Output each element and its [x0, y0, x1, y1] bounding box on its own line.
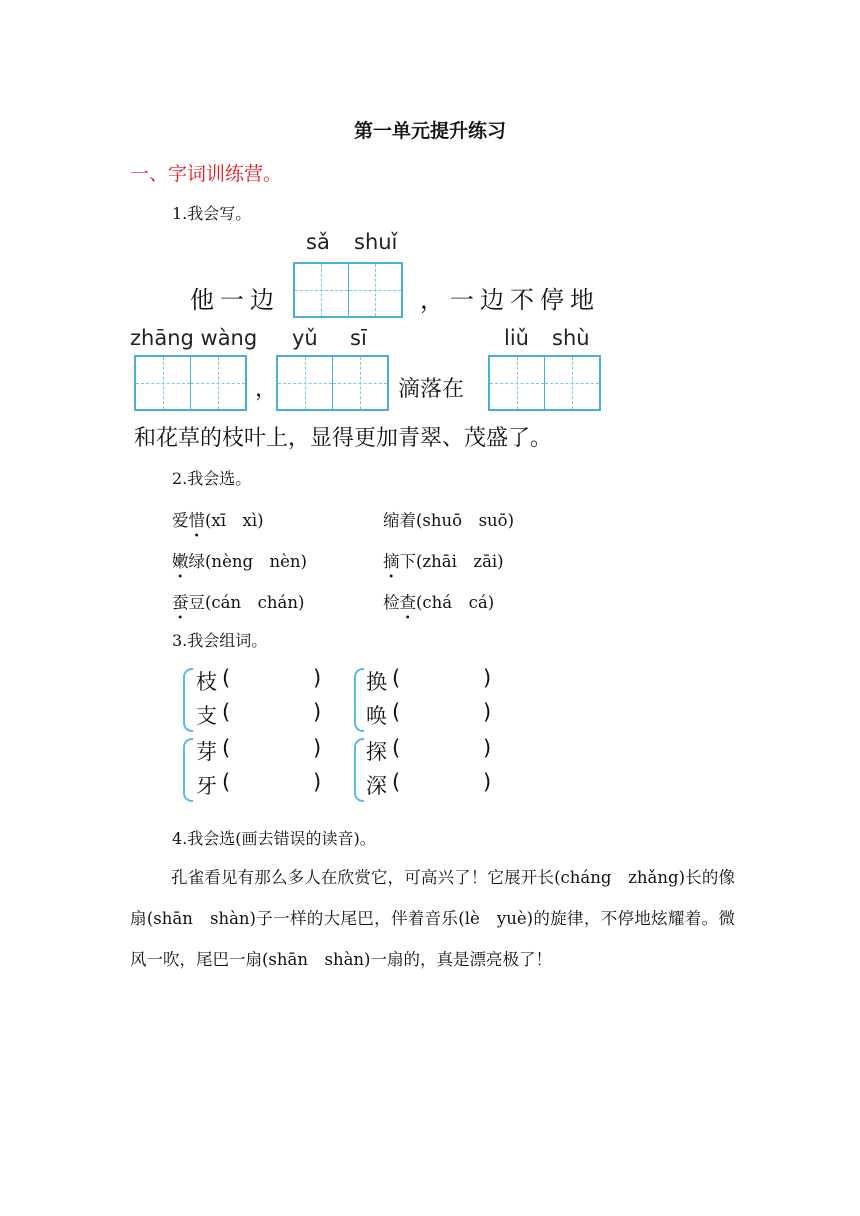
pinyin-liu: liǔ	[504, 326, 529, 350]
choice-options[interactable]: (chá cá)	[416, 593, 495, 612]
pinyin-zhangwang: zhāng wàng	[130, 326, 258, 350]
sentence-part-after: ，一边不停地	[420, 286, 600, 314]
word-char: 枝	[196, 670, 217, 694]
sentence-end: 和花草的枝叶上，显得更加青翠、茂盛了。	[134, 426, 553, 451]
writing-grid-yusi[interactable]	[276, 355, 389, 411]
writing-grid-liushu[interactable]	[488, 355, 601, 411]
grid-cell[interactable]	[333, 357, 387, 409]
close-paren: )	[313, 700, 322, 724]
open-paren: (	[392, 666, 401, 690]
page-title: 第一单元提升练习	[353, 120, 506, 142]
question-1-label: 1.我会写。	[172, 204, 252, 223]
choice-item: 蚕豆(cán chán)	[172, 593, 305, 612]
brace-icon	[354, 738, 364, 802]
grid-cell[interactable]	[349, 264, 402, 316]
word-char: 唤	[366, 704, 387, 728]
pinyin-shu: shù	[552, 326, 590, 350]
close-paren: )	[313, 770, 322, 794]
pinyin-shui: shuǐ	[354, 230, 398, 254]
grid-cell[interactable]	[295, 264, 349, 316]
open-paren: (	[222, 666, 231, 690]
word-char: 牙	[196, 774, 217, 798]
word-char: 芽	[196, 740, 217, 764]
writing-grid-zhangwang[interactable]	[134, 355, 247, 411]
passage-text: 孔雀看见有那么多人在欣赏它，可高兴了！它展开长(cháng zhǎng)长的像扇(shān shàn)子一样的大尾巴，伴着音乐(lè yuè)的旋律，不停地炫耀着。微风一吹，尾巴一扇(shān shàn)一扇的，真是漂亮极了！	[130, 868, 735, 969]
open-paren: (	[392, 736, 401, 760]
word-char: 深	[366, 774, 387, 798]
word-char: 支	[196, 704, 217, 728]
word-char: 换	[366, 670, 387, 694]
writing-grid-sashui[interactable]	[293, 262, 403, 318]
pinyin-yu: yǔ	[292, 326, 318, 350]
open-paren: (	[222, 700, 231, 724]
grid-cell[interactable]	[490, 357, 545, 409]
question-4-label: 4.我会选(画去错误的读音)。	[172, 829, 376, 848]
section-heading: 一、字词训练营。	[130, 163, 283, 185]
sentence-middle: 滴落在	[398, 377, 465, 402]
brace-icon	[183, 738, 193, 802]
choice-item: 爱惜(xī xì)	[172, 511, 264, 530]
open-paren: (	[222, 736, 231, 760]
choice-options[interactable]: (shuō suō)	[416, 511, 515, 530]
grid-cell[interactable]	[278, 357, 333, 409]
choice-options[interactable]: (zhāi zāi)	[416, 552, 504, 571]
pinyin-sa: sǎ	[306, 230, 330, 254]
close-paren: )	[483, 736, 492, 760]
choice-item: 检查(chá cá)	[383, 593, 495, 612]
question-3-label: 3.我会组词。	[172, 631, 268, 650]
brace-icon	[183, 668, 193, 732]
open-paren: (	[392, 770, 401, 794]
pinyin-si: sī	[350, 326, 367, 350]
sentence-part-before: 他一边	[190, 286, 280, 314]
brace-icon	[354, 668, 364, 732]
question-2-label: 2.我会选。	[172, 469, 252, 488]
choice-options[interactable]: (xī xì)	[205, 511, 264, 530]
close-paren: )	[483, 666, 492, 690]
choice-options[interactable]: (nèng nèn)	[205, 552, 307, 571]
open-paren: (	[392, 700, 401, 724]
grid-cell[interactable]	[136, 357, 191, 409]
close-paren: )	[313, 736, 322, 760]
close-paren: )	[483, 770, 492, 794]
word-char: 探	[366, 740, 387, 764]
close-paren: )	[483, 700, 492, 724]
open-paren: (	[222, 770, 231, 794]
choice-options[interactable]: (cán chán)	[205, 593, 305, 612]
comma: ，	[255, 377, 278, 402]
choice-item: 嫩绿(nèng nèn)	[172, 552, 307, 571]
choice-item: 缩着(shuō suō)	[383, 511, 515, 530]
choice-item: 摘下(zhāi zāi)	[383, 552, 504, 571]
grid-cell[interactable]	[191, 357, 245, 409]
close-paren: )	[313, 666, 322, 690]
grid-cell[interactable]	[545, 357, 599, 409]
